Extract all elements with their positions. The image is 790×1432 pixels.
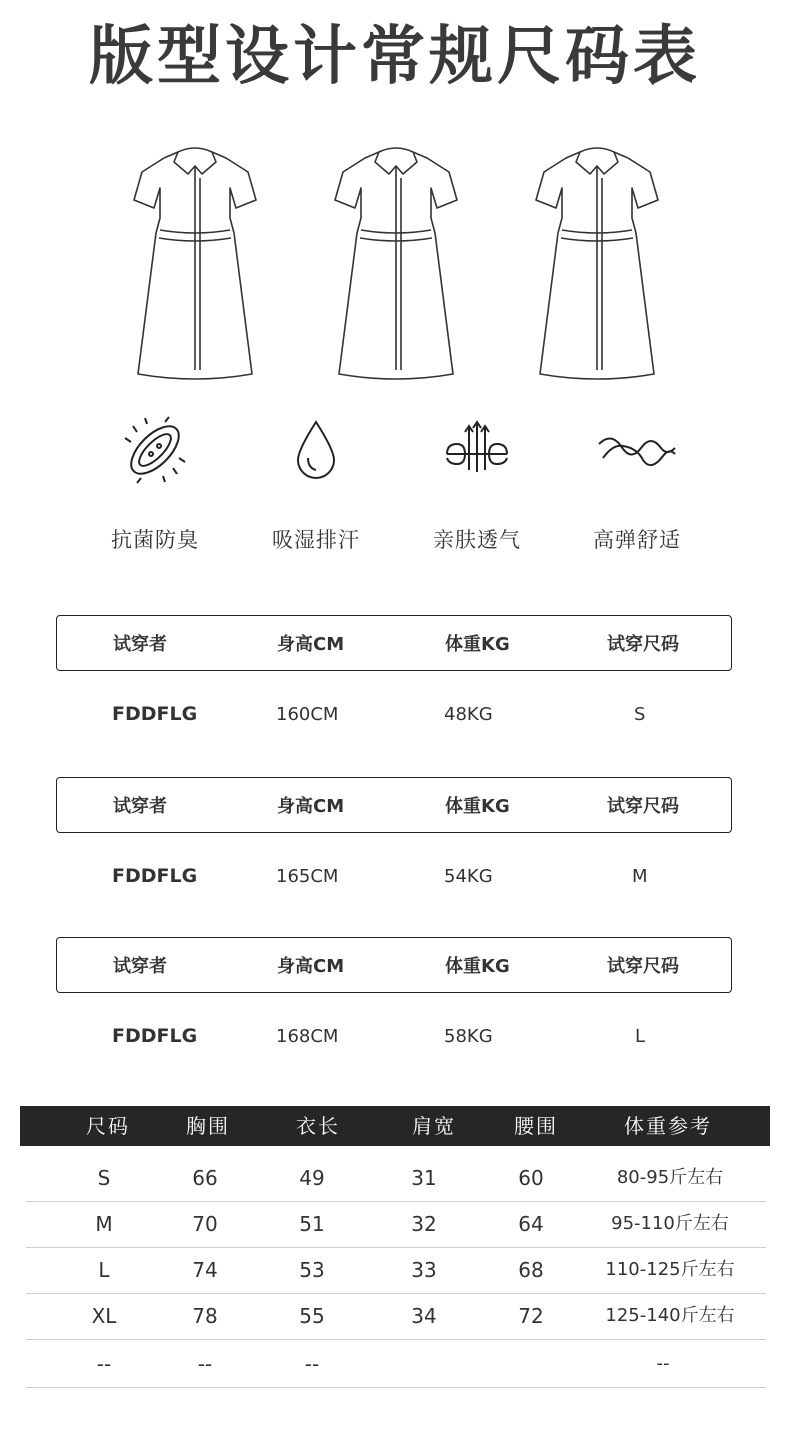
cell-size: -- [96,1352,112,1376]
model-row [56,1016,732,1056]
model-header-box [56,777,732,833]
model-size: S [634,703,646,725]
cell-weight-ref: 95-110斤左右 [611,1213,729,1234]
elastic-wave-icon [597,414,677,486]
cell-length: 55 [299,1304,325,1328]
cell-length: -- [304,1352,320,1376]
cell-bust: 78 [192,1304,218,1328]
header-waist: 腰围 [514,1114,558,1138]
header-weight: 体重KG [445,956,510,977]
cell-weight-ref: 110-125斤左右 [605,1259,735,1280]
table-row [26,1155,766,1202]
header-shoulder: 肩宽 [412,1114,456,1138]
cell-waist: 60 [518,1166,544,1190]
cell-bust: 74 [192,1258,218,1282]
model-row [56,694,732,734]
feature-label: 抗菌防臭 [111,528,199,552]
cell-waist: 72 [518,1304,544,1328]
cell-length: 51 [299,1212,325,1236]
cell-shoulder: 32 [411,1212,437,1236]
dress-illustration [331,138,461,382]
cell-waist: 68 [518,1258,544,1282]
feature-label: 亲肤透气 [433,528,521,552]
cell-waist: 64 [518,1212,544,1236]
cell-length: 53 [299,1258,325,1282]
header-tester: 试穿者 [113,634,167,655]
model-name: FDDFLG [112,1025,198,1047]
feature-breathable [397,414,557,554]
model-name: FDDFLG [112,865,198,887]
model-height: 165CM [276,865,339,887]
model-weight: 58KG [444,1025,493,1047]
cell-bust: 66 [192,1166,218,1190]
table-row [26,1201,766,1248]
dress-illustration [532,138,662,382]
header-size: 试穿尺码 [607,956,679,977]
feature-moisture [236,414,396,554]
dress-illustration [130,138,260,382]
table-row [26,1293,766,1340]
page-title: 版型设计常规尺码表 [89,19,701,94]
cell-size: S [97,1166,111,1190]
header-size: 试穿尺码 [607,796,679,817]
water-drop-icon [278,414,354,486]
cell-size: L [98,1258,110,1282]
header-height: 身高CM [277,796,345,817]
model-size: L [635,1025,646,1047]
feature-label: 高弹舒适 [593,528,681,552]
cell-size: M [95,1212,113,1236]
header-weight: 体重KG [445,634,510,655]
header-height: 身高CM [277,634,345,655]
cell-shoulder: 31 [411,1166,437,1190]
cell-weight-ref: 80-95斤左右 [616,1167,724,1188]
model-height: 160CM [276,703,339,725]
header-size: 试穿尺码 [607,634,679,655]
antibacterial-icon [117,414,193,486]
header-bust: 胸围 [186,1114,230,1138]
model-header-box [56,615,732,671]
cell-weight-ref: -- [656,1353,670,1374]
cell-bust: -- [197,1352,213,1376]
size-table-header [20,1106,770,1146]
header-weight: 体重KG [445,796,510,817]
model-header-box [56,937,732,993]
model-height: 168CM [276,1025,339,1047]
cell-weight-ref: 125-140斤左右 [605,1305,735,1326]
breathable-icon [439,414,515,486]
header-weight-ref: 体重参考 [624,1114,712,1138]
model-name: FDDFLG [112,703,198,725]
header-tester: 试穿者 [113,796,167,817]
feature-label: 吸湿排汗 [272,528,360,552]
feature-elastic [557,414,717,554]
model-size: M [632,865,648,887]
model-weight: 54KG [444,865,493,887]
model-weight: 48KG [444,703,493,725]
model-row [56,856,732,896]
header-size: 尺码 [86,1114,130,1138]
cell-size: XL [91,1304,117,1328]
header-tester: 试穿者 [113,956,167,977]
cell-length: 49 [299,1166,325,1190]
cell-shoulder: 34 [411,1304,437,1328]
header-height: 身高CM [277,956,345,977]
cell-shoulder: 33 [411,1258,437,1282]
feature-antibacterial [75,414,235,554]
table-row [26,1341,766,1388]
header-length: 衣长 [296,1114,340,1138]
table-row [26,1247,766,1294]
cell-bust: 70 [192,1212,218,1236]
